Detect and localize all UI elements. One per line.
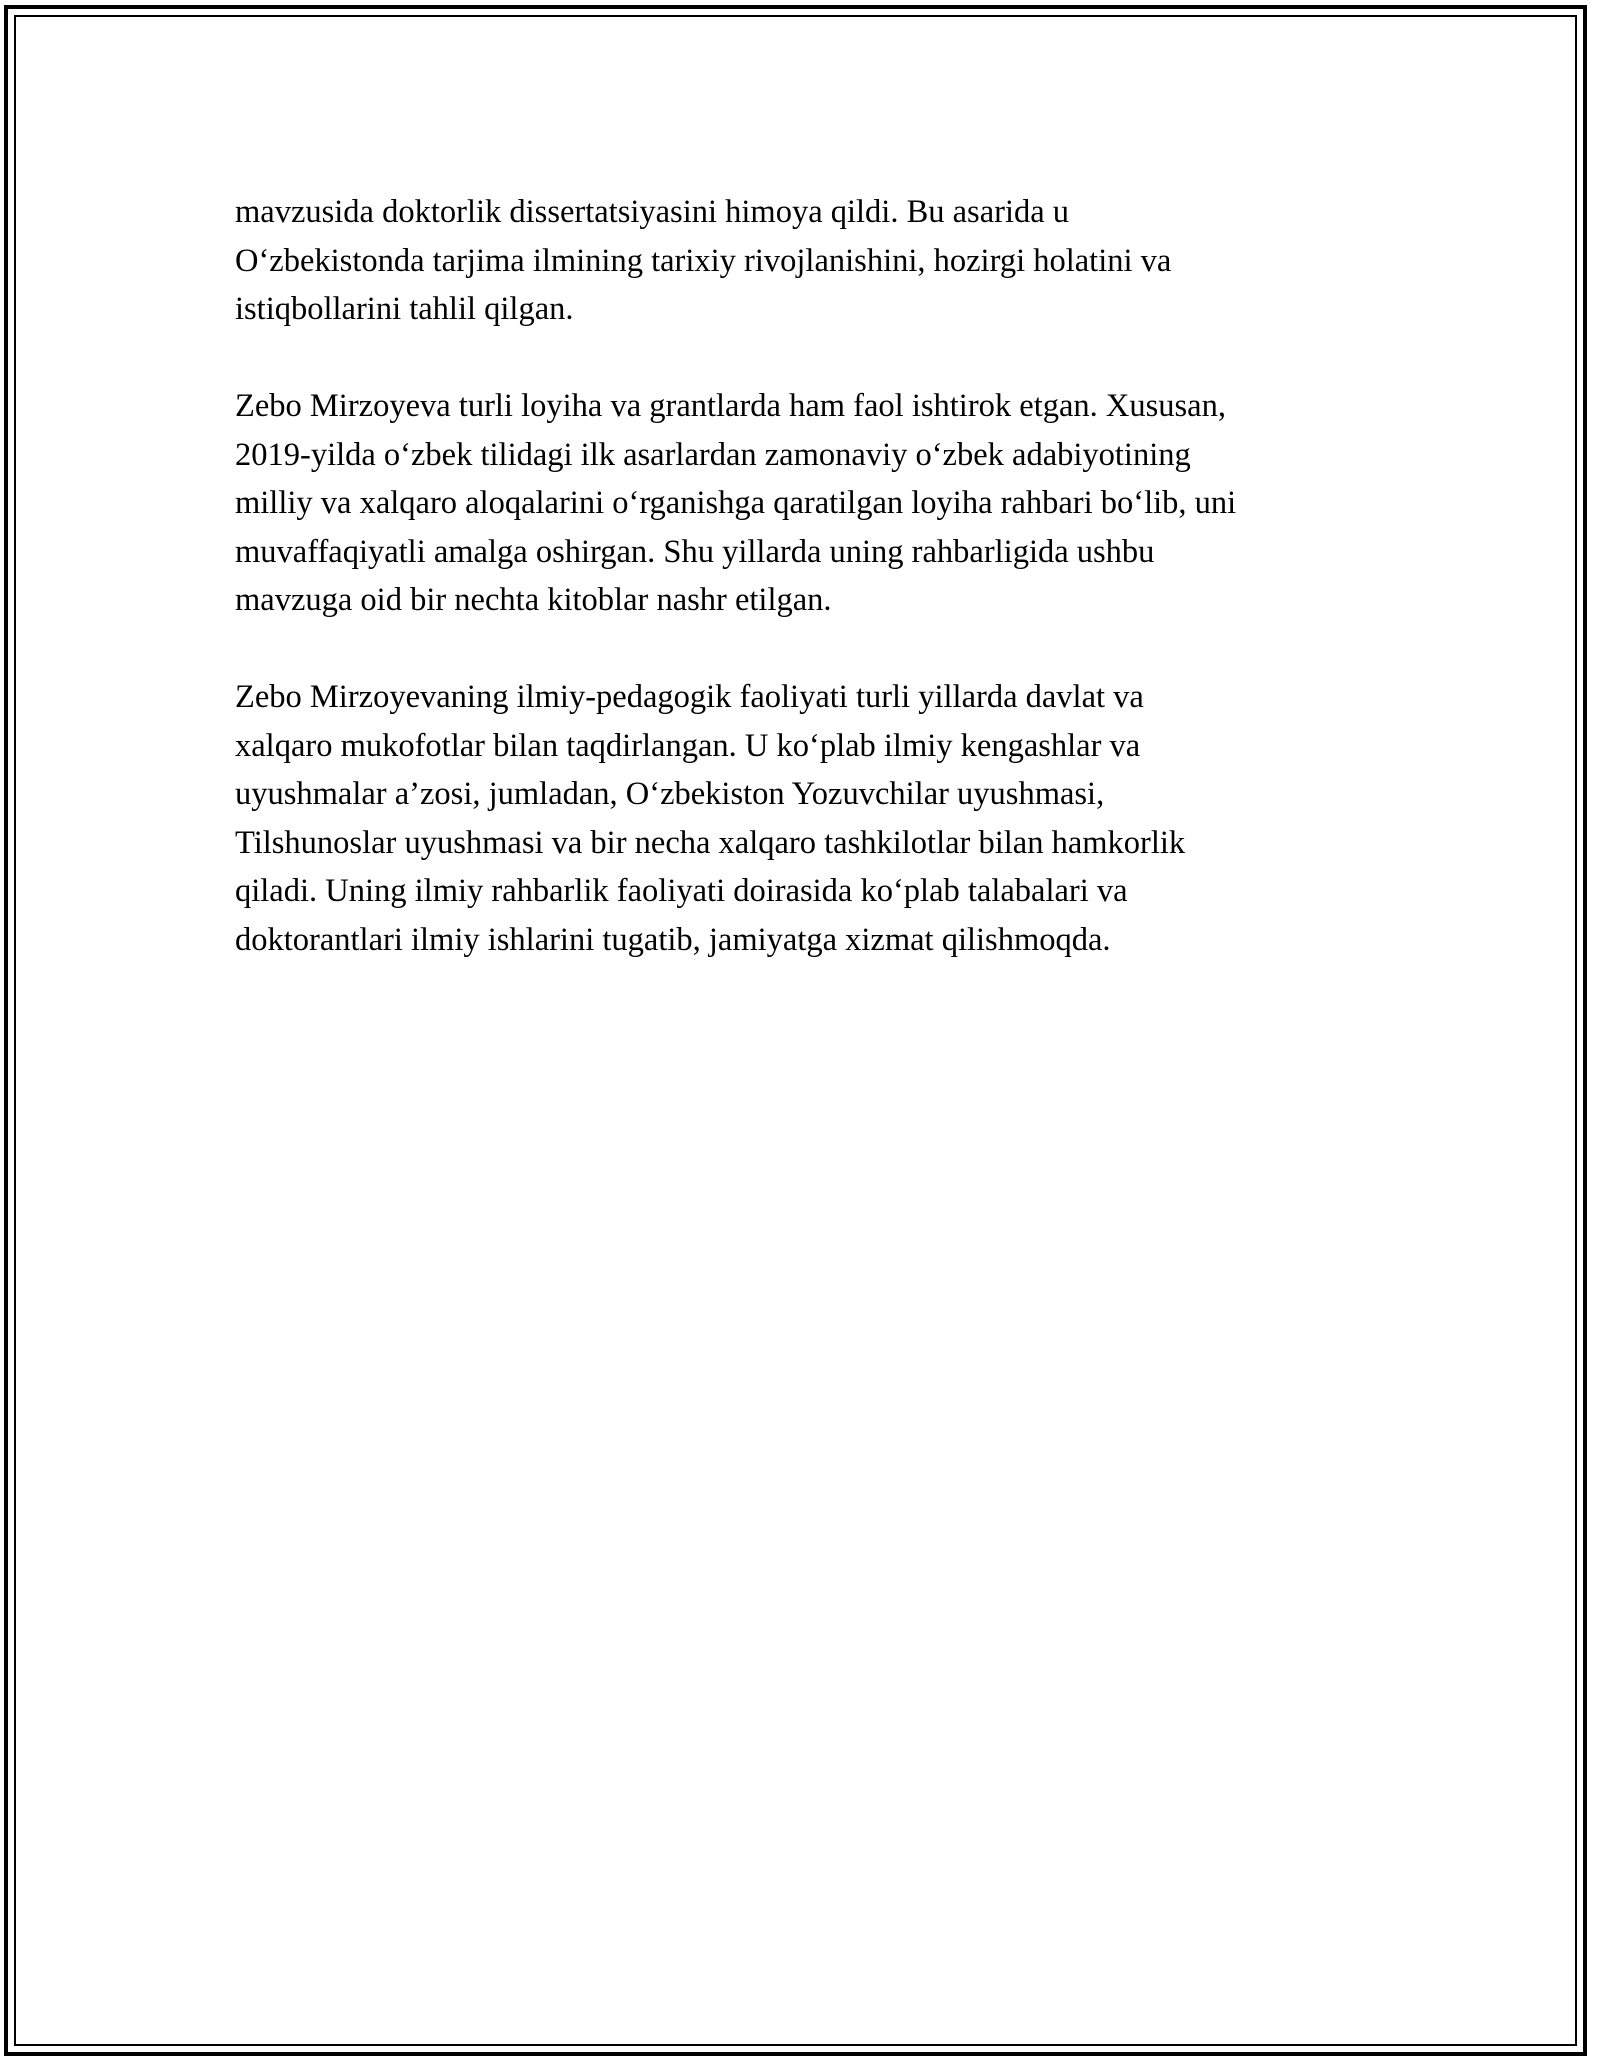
text-line: uyushmalar a’zosi, jumladan, O‘zbekiston Yozuvchilar uyushmasi, <box>235 776 1105 812</box>
text-line: muvaffaqiyatli amalga oshirgan. Shu yillarda uning rahbarligida ushbu <box>235 533 1155 570</box>
text-line: qiladi. Uning ilmiy rahbarlik faoliyati doirasida ko‘plab talabalari va <box>235 873 1128 909</box>
paragraph-2 <box>235 382 1375 625</box>
paragraph-3 <box>235 673 1375 964</box>
text-line: Zebo Mirzoyeva turli loyiha va grantlarda ham faol ishtirok etgan. Xususan, <box>235 388 1226 424</box>
text-line: mavzusida doktorlik dissertatsiyasini himoya qildi. Bu asarida u <box>235 194 1070 230</box>
text-line: O‘zbekistonda tarjima ilmining tarixiy rivojlanishini, hozirgi holatini va <box>235 242 1172 279</box>
text-line: Tilshunoslar uyushmasi va bir necha xalqaro tashkilotlar bilan hamkorlik <box>235 824 1186 861</box>
text-line: Zebo Mirzoyevaning ilmiy-pedagogik faoliyati turli yillarda davlat va <box>235 679 1144 715</box>
paragraph-1 <box>235 188 1375 334</box>
text-line: milliy va xalqaro aloqalarini o‘rganishga qaratilgan loyiha rahbari bo‘lib, uni <box>235 485 1237 521</box>
text-line: doktorantlari ilmiy ishlarini tugatib, jamiyatga xizmat qilishmoqda. <box>235 921 1111 958</box>
text-line: istiqbollarini tahlil qilgan. <box>235 291 574 327</box>
text-line: xalqaro mukofotlar bilan taqdirlangan. U ko‘plab ilmiy kengashlar va <box>235 727 1141 764</box>
text-line: mavzuga oid bir nechta kitoblar nashr etilgan. <box>235 582 832 618</box>
text-line: 2019-yilda o‘zbek tilidagi ilk asarlardan zamonaviy o‘zbek adabiyotining <box>235 436 1191 473</box>
document-body <box>235 188 1375 1013</box>
